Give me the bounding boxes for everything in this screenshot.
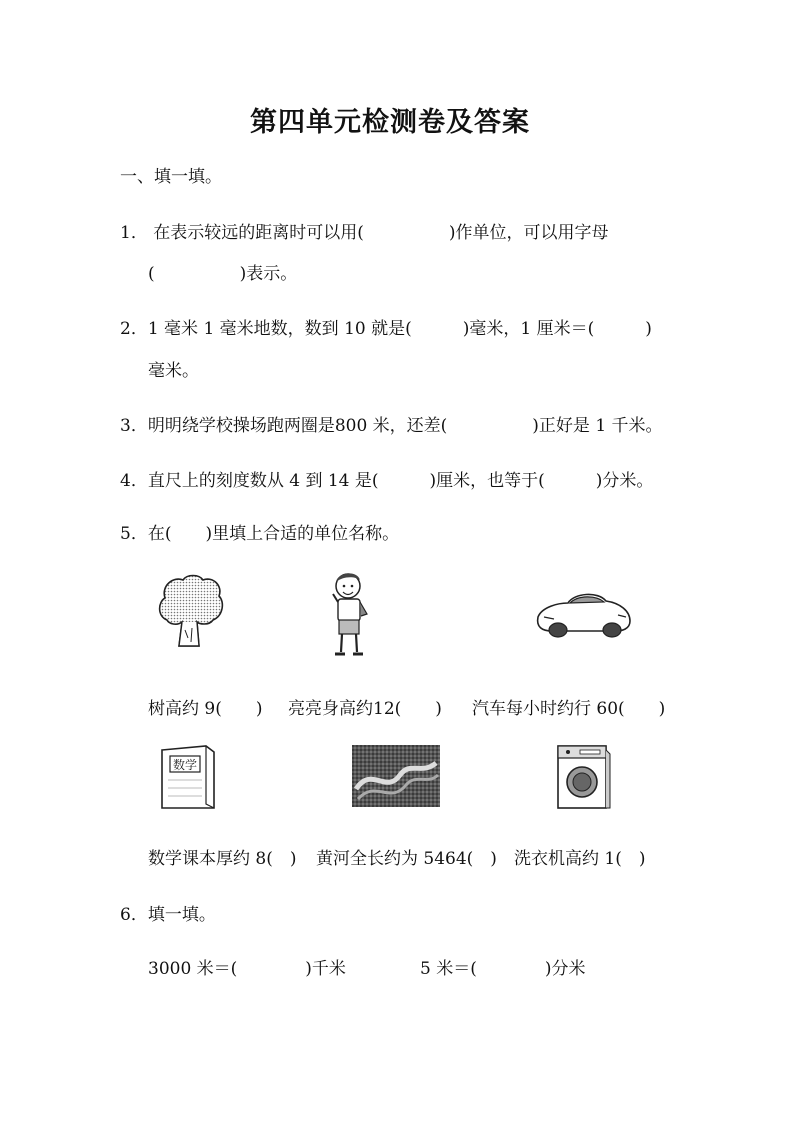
caption-car: 汽车每小时约行 60( ) xyxy=(472,699,666,719)
caption-yellow-river: 黄河全长约为 5464( ) xyxy=(316,849,497,869)
question-6-item-1: 3000 米＝( )千米 xyxy=(148,959,346,979)
question-5: 5．在( )里填上合适的单位名称。 xyxy=(120,524,400,544)
book-label: 数学 xyxy=(172,758,198,772)
question-2-line-2: 毫米。 xyxy=(148,361,199,381)
caption-book: 数学课本厚约 8( ) xyxy=(148,849,297,869)
section-heading: 一、填一填。 xyxy=(120,167,222,187)
washing-machine-illustration xyxy=(554,742,614,810)
car-illustration xyxy=(532,585,634,643)
question-1-line-1: 1． 在表示较远的距离时可以用( )作单位，可以用字母 xyxy=(120,223,609,243)
question-2-line-1: 2．1 毫米 1 毫米地数，数到 10 就是( )毫米，1 厘米＝( ) xyxy=(120,319,652,339)
question-6: 6．填一填。 xyxy=(120,905,216,925)
tree-illustration xyxy=(155,572,225,650)
caption-washing-machine: 洗衣机高约 1( ) xyxy=(514,849,646,869)
question-6-item-2: 5 米＝( )分米 xyxy=(420,959,586,979)
page-title: 第四单元检测卷及答案 xyxy=(250,107,530,138)
question-1-line-2: ( )表示。 xyxy=(148,264,298,284)
yellow-river-illustration xyxy=(352,745,440,807)
math-book-illustration xyxy=(158,742,218,812)
caption-boy: 亮亮身高约12( ) xyxy=(288,699,442,719)
question-3: 3．明明绕学校操场跑两圈是800 米，还差( )正好是 1 千米。 xyxy=(120,416,663,436)
question-4: 4．直尺上的刻度数从 4 到 14 是( )厘米，也等于( )分米。 xyxy=(120,471,654,491)
caption-tree: 树高约 9( ) xyxy=(148,699,263,719)
boy-illustration xyxy=(325,570,375,660)
